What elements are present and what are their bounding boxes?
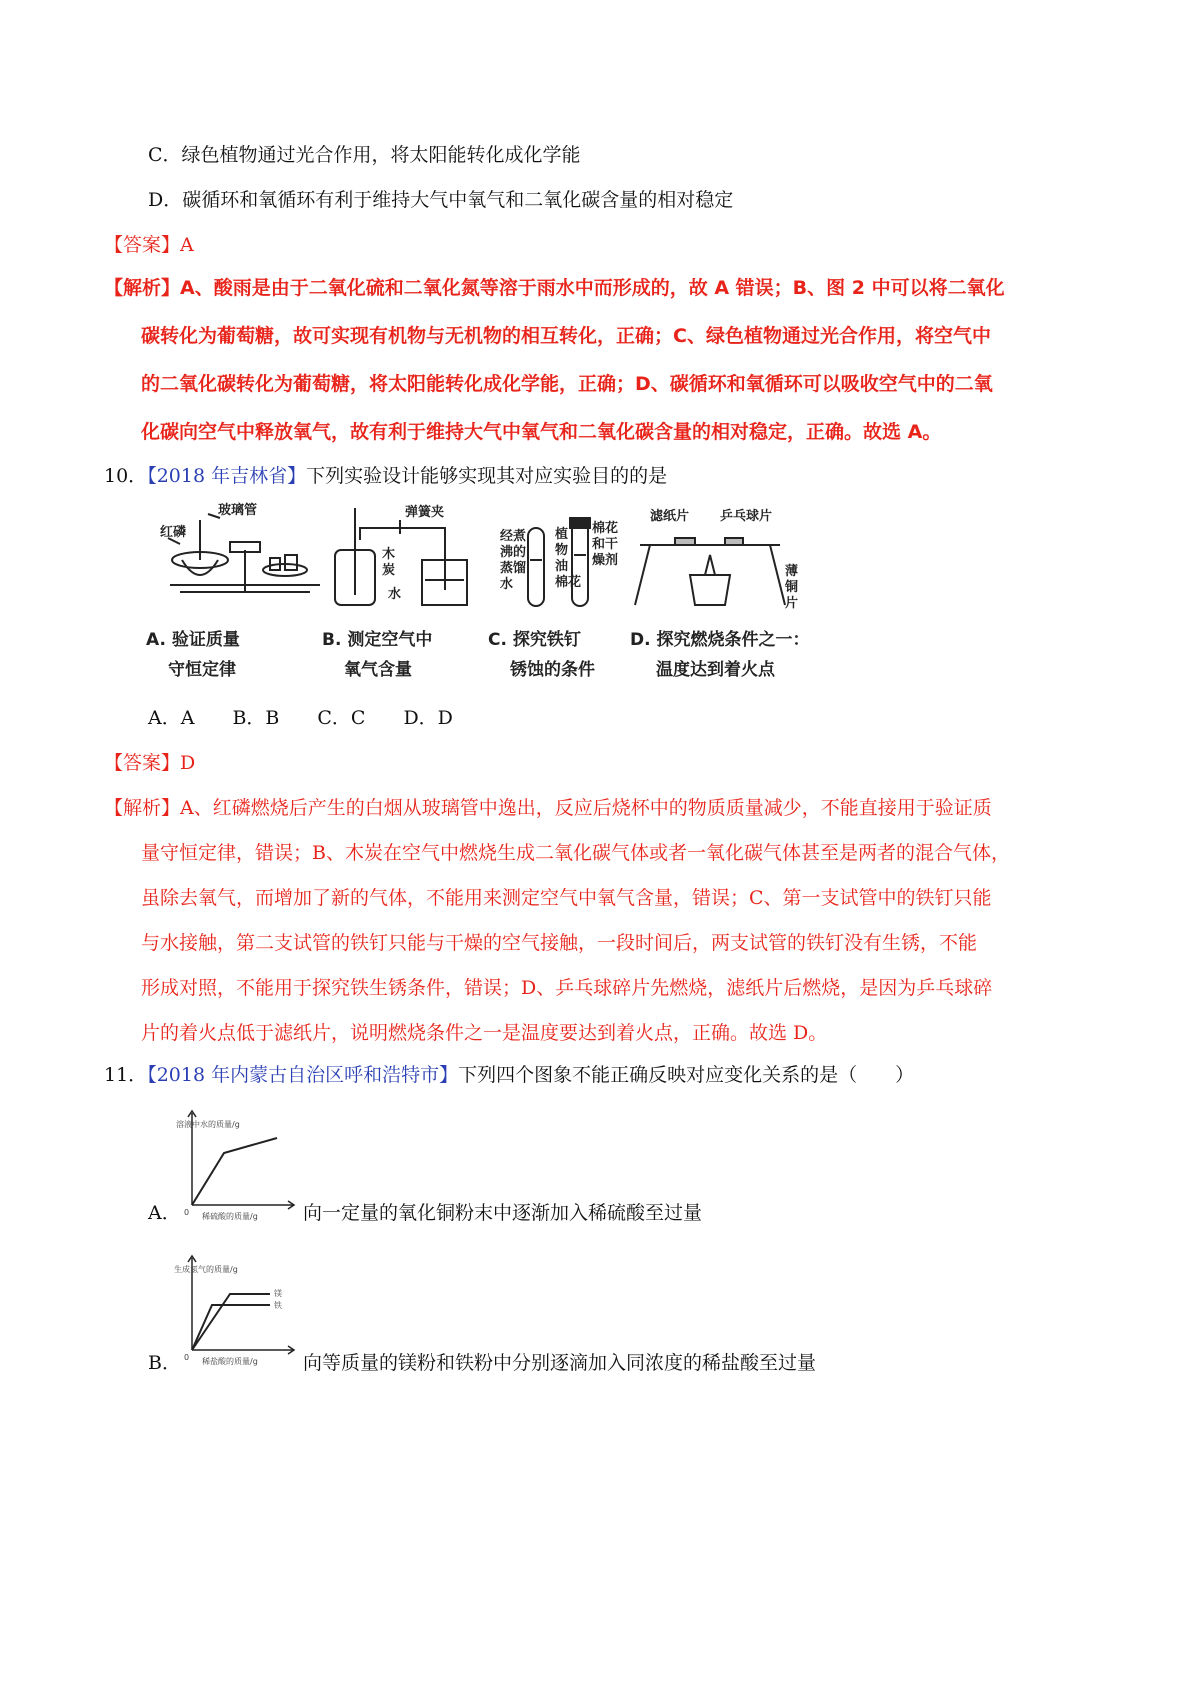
svg-text:和干: 和干 [592, 537, 619, 552]
label-pingpong: 乒乓球片 [720, 509, 773, 524]
q11-stem [104, 1062, 914, 1088]
alcohol-lamp [690, 575, 730, 605]
q10-options: A．A B．B C．C D．D [148, 707, 453, 729]
caption-a-2: 守恒定律 [168, 660, 236, 680]
curve [192, 1138, 277, 1205]
q10-analysis-line-6: 片的着火点低于滤纸片，说明燃烧条件之一是温度要达到着火点，正确。故选 D。 [141, 1022, 828, 1044]
q9-analysis-line-1 [104, 275, 1005, 301]
svg-text:炭: 炭 [382, 563, 396, 578]
question-number: 11． [104, 1064, 148, 1086]
test-tube-2 [572, 520, 588, 606]
svg-text:沸的: 沸的 [500, 545, 527, 560]
graph-a-origin: 0 [184, 1208, 190, 1217]
svg-text:物: 物 [555, 543, 569, 558]
label-filter-paper: 滤纸片 [650, 509, 690, 524]
svg-text:铜: 铜 [785, 580, 799, 595]
q10-answer [104, 750, 195, 776]
svg-text:蒸馏: 蒸馏 [500, 561, 527, 576]
flame [705, 555, 715, 575]
q9-option-d: D．碳循环和氧循环有利于维持大气中氧气和二氧化碳含量的相对稳定 [148, 189, 734, 211]
svg-text:经煮: 经煮 [500, 529, 527, 544]
answer-label: 【答案】 [104, 752, 181, 774]
graph-b [172, 1250, 302, 1370]
graph-a-ylabel: 溶液中水的质量/g [176, 1120, 240, 1129]
caption-a: A. 验证质量 [146, 630, 240, 650]
graph-b-series-fe: 铁 [274, 1301, 282, 1310]
graph-b-series-mg: 镁 [274, 1289, 282, 1298]
graph-b-ylabel: 生成氢气的质量/g [174, 1265, 238, 1274]
q10-analysis-line-5: 形成对照，不能用于探究铁生锈条件，错误；D、乒乓球碎片先燃烧，滤纸片后燃烧，是因为乒乓球碎 [141, 977, 993, 999]
caption-d: D. 探究燃烧条件之一： [630, 630, 810, 650]
option-letter: A． [148, 1202, 181, 1224]
answer-value: D [180, 752, 196, 774]
graph-b-origin: 0 [184, 1353, 190, 1362]
analysis-label: 【解析】 [104, 277, 181, 299]
caption-b: B. 测定空气中 [322, 630, 433, 650]
q10-analysis-line-3: 虽除去氧气，而增加了新的气体，不能用来测定空气中氧气含量，错误；C、第一支试管中的铁钉只能 [141, 887, 992, 909]
question-number: 10． [104, 465, 148, 487]
q9-analysis-line-4: 化碳向空气中释放氧气，故有利于维持大气中氧气和二氧化碳含量的相对稳定，正确。故选 A。 [141, 421, 942, 443]
question-text: 下列四个图象不能正确反映对应变化关系的是（ ） [458, 1064, 915, 1086]
svg-text:棉花: 棉花 [555, 575, 582, 590]
q11-option-a-text: 向一定量的氧化铜粉末中逐渐加入稀硫酸至过量 [303, 1202, 703, 1224]
svg-text:水: 水 [500, 577, 514, 592]
svg-text:片: 片 [785, 596, 799, 611]
analysis-text: A、红磷燃烧后产生的白烟从玻璃管中逸出，反应后烧杯中的物质质量减少，不能直接用于验证质 [180, 797, 992, 819]
q10-stem [104, 463, 667, 489]
caption-d-2: 温度达到着火点 [656, 660, 775, 680]
q9-option-c: C．绿色植物通过光合作用，将太阳能转化成化学能 [148, 144, 581, 166]
analysis-label: 【解析】 [104, 797, 181, 819]
q11-option-b [148, 1350, 181, 1376]
graph-a-svg [172, 1105, 302, 1225]
label-spring-clip: 弹簧夹 [405, 505, 445, 520]
q11-option-b-text: 向等质量的镁粉和铁粉中分别逐滴加入同浓度的稀盐酸至过量 [303, 1352, 817, 1374]
q9-analysis-line-2: 碳转化为葡萄糖，故可实现有机物与无机物的相互转化，正确；C、绿色植物通过光合作用，将空气中 [141, 325, 991, 347]
q9-analysis-line-3: 的二氧化碳转化为葡萄糖，将太阳能转化成化学能，正确；D、碳循环和氧循环可以吸收空气中的二氧 [141, 373, 993, 395]
answer-label: 【答案】 [104, 234, 181, 256]
graph-a-xlabel: 稀硫酸的质量/g [202, 1212, 258, 1221]
question-source: 【2018 年内蒙古自治区呼和浩特市】 [147, 1064, 459, 1086]
label-glass-tube: 玻璃管 [218, 503, 258, 518]
q10-analysis-line-4: 与水接触，第二支试管的铁钉只能与干燥的空气接触，一段时间后，两支试管的铁钉没有生锈，不能 [141, 932, 978, 954]
test-tube-1 [528, 528, 544, 606]
svg-text:木: 木 [382, 547, 396, 562]
svg-text:薄: 薄 [785, 564, 799, 579]
caption-c: C. 探究铁钉 [488, 630, 581, 650]
question-text: 下列实验设计能够实现其对应实验目的的是 [306, 465, 668, 487]
q10-analysis-line-2: 量守恒定律，错误；B、木炭在空气中燃烧生成二氧化碳气体或者一氧化碳气体甚至是两者的混合气体， [141, 842, 1010, 864]
caption-b-2: 氧气含量 [344, 660, 412, 680]
svg-text:植: 植 [555, 527, 569, 542]
graph-b-svg [172, 1250, 302, 1370]
q10-analysis-line-1 [104, 795, 992, 821]
option-letter: B． [148, 1352, 181, 1374]
svg-text:水: 水 [388, 587, 402, 602]
svg-text:棉花: 棉花 [592, 521, 619, 536]
graph-a [172, 1105, 302, 1225]
q9-answer [104, 232, 194, 258]
question-source: 【2018 年吉林省】 [147, 465, 307, 487]
graph-b-xlabel: 稀盐酸的质量/g [202, 1357, 258, 1366]
svg-text:燥剂: 燥剂 [592, 553, 619, 568]
series-fe [192, 1305, 270, 1350]
q11-option-a [148, 1200, 181, 1226]
svg-text:油: 油 [555, 559, 569, 574]
answer-value: A [180, 234, 194, 256]
caption-c-2: 锈蚀的条件 [510, 660, 595, 680]
label-red-phosphorus: 红磷 [160, 525, 187, 540]
analysis-text: A、酸雨是由于二氧化硫和二氧化氮等溶于雨水中而形成的，故 A 错误；B、图 2 中可以将二氧化 [180, 277, 1005, 299]
